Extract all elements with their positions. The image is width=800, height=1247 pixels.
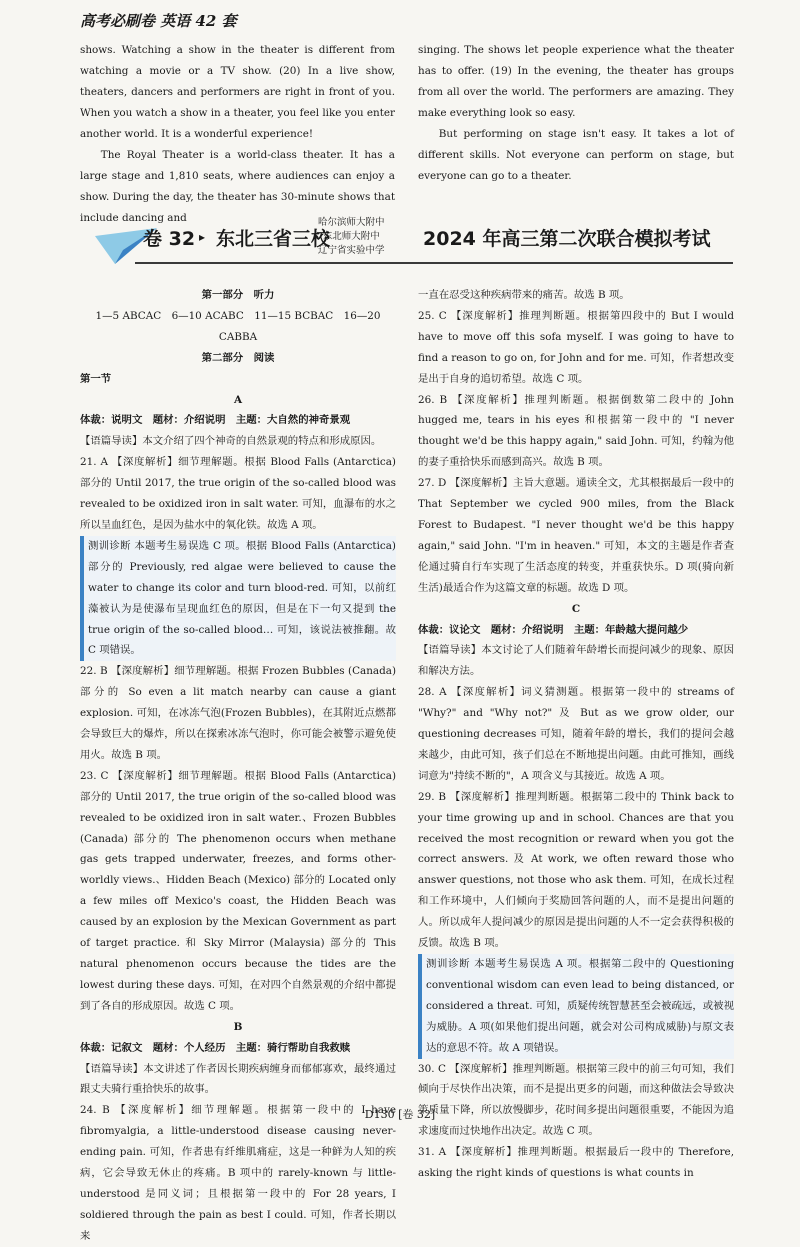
- school-3: 辽宁省实验中学: [318, 245, 385, 256]
- header-rule: [135, 262, 733, 264]
- part-one-label: 第一节: [80, 372, 112, 385]
- passage-b-meta: 体裁：记叙文 题材：个人经历 主题：骑行帮助自我救赎: [80, 1041, 351, 1054]
- answer-21: 21. A 【深度解析】细节理解题。根据 Blood Falls (Antarctica) 部分的 Until 2017, the true origin of the so-called blood was revealed to be oxidized iron in salt water. 可知，血瀑布的水之所以呈血红色，是因为盐水中的氧化铁。故选 A 项。: [80, 456, 396, 531]
- passage-b-label: B: [233, 1020, 243, 1033]
- diagnosis-21: 测训诊断 本题考生易误选 C 项。根据 Blood Falls (Antarctica) 部分的 Previously, red algae were believed to cause the water to change its color and turn blood-red. 可知，以前红藻被认为是使瀑布呈现血红色的原因，但是在下一句又提到 the true origin of the so-called blood… 可知，该说法被推翻。故 C 项错误。: [80, 536, 396, 661]
- passage-a-guide: 【语篇导读】本文介绍了四个神奇的自然景观的特点和形成原因。: [80, 435, 382, 448]
- answer-22: 22. B 【深度解析】细节理解题。根据 Frozen Bubbles (Canada) 部分的 So even a lit match nearby can cause a giant explosion. 可知，在冰冻气泡(Frozen Bubbles)，在其附近点燃都会导致巨大的爆炸，所以在探索冰冻气泡时，你可能会被警示避免使用火。故选 B 项。: [80, 665, 396, 761]
- section-listening: 第一部分 听力: [201, 289, 275, 301]
- exam-header: [95, 218, 733, 268]
- diagnosis-29: 测训诊断 本题考生易误选 A 项。根据第二段中的 Questioning conventional wisdom can even lead to being distanced, or considered a threat. 可知，质疑传统智慧甚至会被疏远，或被视为威胁。A 项(如果他们提出问题，就会对公司构成威胁)与原文表达的意思不符。故 A 项错误。: [418, 954, 734, 1059]
- passage-a-label: A: [233, 393, 243, 406]
- top-right-para-2: But performing on stage isn't easy. It takes a lot of different skills. Not everyone can perform on stage, but everyone can go to a theater.: [418, 128, 734, 182]
- answer-column-right: [418, 285, 734, 1184]
- exam-region: 东北三省三校: [216, 228, 331, 250]
- passage-c-meta: 体裁：议论文 题材：介绍说明 主题：年龄越大提问越少: [418, 623, 689, 636]
- passage-b-guide: 【语篇导读】本文讲述了作者因长期疾病缠身而郁郁寡欢，最终通过跟丈夫骑行重拾快乐的故事。: [80, 1062, 396, 1096]
- passage-c-label: C: [571, 602, 581, 615]
- school-list: [318, 216, 385, 258]
- top-left-para-1: shows. Watching a show in the theater is different from watching a movie or a TV show. (20) In a live show, theaters, dancers and performers are right in front of you. When you watch a show in a theater, you feel like you enter another world. It is a wonderful experience!: [80, 44, 396, 140]
- top-right-para-1: singing. The shows let people experience what the theater has to offer. (19) In the evening, the theater has groups from all over the world. The performers are amazing. They make everything look so easy.: [418, 44, 734, 119]
- top-left-para-2: The Royal Theater is a world-class theater. It has a large stage and 1,810 seats, where audiences can enjoy a show. During the day, the theater has 30-minute shows that include dancing and: [80, 149, 395, 224]
- answer-27: 27. D 【深度解析】主旨大意题。通读全文，尤其根据最后一段中的 That September we cycled 900 miles, from the Black Forest to Budapest. "I never thought we'd be this happy again," said John. "I'm in heaven." 可知，本文的主题是作者查伦通过骑自行车实现了生活态度的转变，并重获快乐。D 项(骑向新生活)最适合作为这篇文章的标题。故选 D 项。: [418, 477, 734, 594]
- section-reading: 第二部分 阅读: [201, 351, 275, 364]
- top-right-passage: [418, 40, 734, 187]
- top-left-passage: [80, 40, 395, 229]
- school-1: 哈尔滨师大附中: [318, 217, 385, 228]
- passage-c-guide: 【语篇导读】本文讨论了人们随着年龄增长而提问减少的现象、原因和解决方法。: [418, 644, 734, 678]
- exam-title: 2024 年高三第二次联合模拟考试: [423, 228, 711, 250]
- exam-number: 卷 32: [143, 228, 196, 250]
- answer-24-cont: 一直在忍受这种疾病带来的痛苦。故选 B 项。: [418, 289, 630, 301]
- answer-23: 23. C 【深度解析】细节理解题。根据 Blood Falls (Antarctica) 部分的 Until 2017, the true origin of the so-called blood was revealed to be oxidized iron in salt water.、Frozen Bubbles (Canada) 部分的 The phenomenon occurs when methane gas gets trapped underwater, freezes, and forms other-worldly views.、Hidden Beach (Mexico) 部分的 Located only a few miles off Mexico's coast, the Hidden Beach was caused by an explosion by the Mexican Government as part of target practice. 和 Sky Mirror (Malaysia) 部分的 This natural phenomenon occurs because the tides are the lowest during these days. 可知，在对四个自然景观的介绍中都提到了各自的形成原因。故选 C 项。: [80, 769, 396, 1012]
- school-2: 东北师大附中: [322, 231, 380, 242]
- page-footer: D130 [卷 32]: [364, 1108, 436, 1121]
- answer-26: 26. B 【深度解析】推理判断题。根据倒数第二段中的 John hugged me, tears in his eyes 和根据第一段中的 "I never thought we'd be this happy again," said John. 可知，约翰为他的妻子重拾快乐而感到高兴。故选 B 项。: [418, 393, 734, 469]
- passage-a-meta: 体裁：说明文 题材：介绍说明 主题：大自然的神奇景观: [80, 414, 351, 427]
- answer-25: 25. C 【深度解析】推理判断题。根据第四段中的 But I would have to move off this sofa myself. I was going to have to find a reason to go on, for John and for me. 可知，作者想改变是出于自身的追切希望。故选 C 项。: [418, 309, 734, 385]
- book-title: 高考必刷卷 英语 42 套: [80, 12, 237, 30]
- answer-24: 24. B 【深度解析】细节理解题。根据第一段中的 I have fibromyalgia, a little-understood disease causing never-ending pain. 可知，作者患有纤维肌痛症，这是一种鲜为人知的疾病，它会导致无休止的疼痛。B 项中的 rarely-known 与 little-understood 是同义词；且根据第一段中的 For 28 years, I soldiered through the pain as best I could. 可知，作者长期以来: [80, 1104, 396, 1242]
- answer-column-left: [80, 285, 396, 1247]
- answer-28: 28. A 【深度解析】词义猜测题。根据第一段中的 streams of "Why?" and "Why not?" 及 But as we grow older, our questioning decreases 可知，随着年龄的增长，我们的提问会越来越少，由此可知，孩子们总在不断地提出问题。由此可推知，画线词意为"持续不断的"，A 项含义与其接近。故选 A 项。: [418, 686, 734, 782]
- listening-answers: 1—5 ABCAC 6—10 ACABC 11—15 BCBAC 16—20 CABBA: [95, 309, 381, 343]
- answer-29: 29. B 【深度解析】推理判断题。根据第二段中的 Think back to your time growing up and in school. Chances are that you received the most recognition or reward when you got the correct answers. 及 At work, we often reward those who answer questions, not those who ask them. 可知，在成长过程和工作环境中，人们倾向于奖励回答问题的人，而不是提出问题的人。所以成年人提问减少的原因是提出问题的人不一定会获得积极的反馈。故选 B 项。: [418, 790, 734, 950]
- answer-30: 30. C 【深度解析】推理判断题。根据第三段中的前三句可知，我们倾向于尽快作出决策，而不是提出更多的问题，而这种做法会导致决策质量下降，所以放慢脚步，花时间多提出问题很重要，不能因为追求速度而过快地作出决定。故选 C 项。: [418, 1062, 734, 1138]
- arrow-icon: ▸: [199, 230, 206, 244]
- answer-31: 31. A 【深度解析】推理判断题。根据最后一段中的 Therefore, asking the right kinds of questions is what counts in: [418, 1146, 734, 1180]
